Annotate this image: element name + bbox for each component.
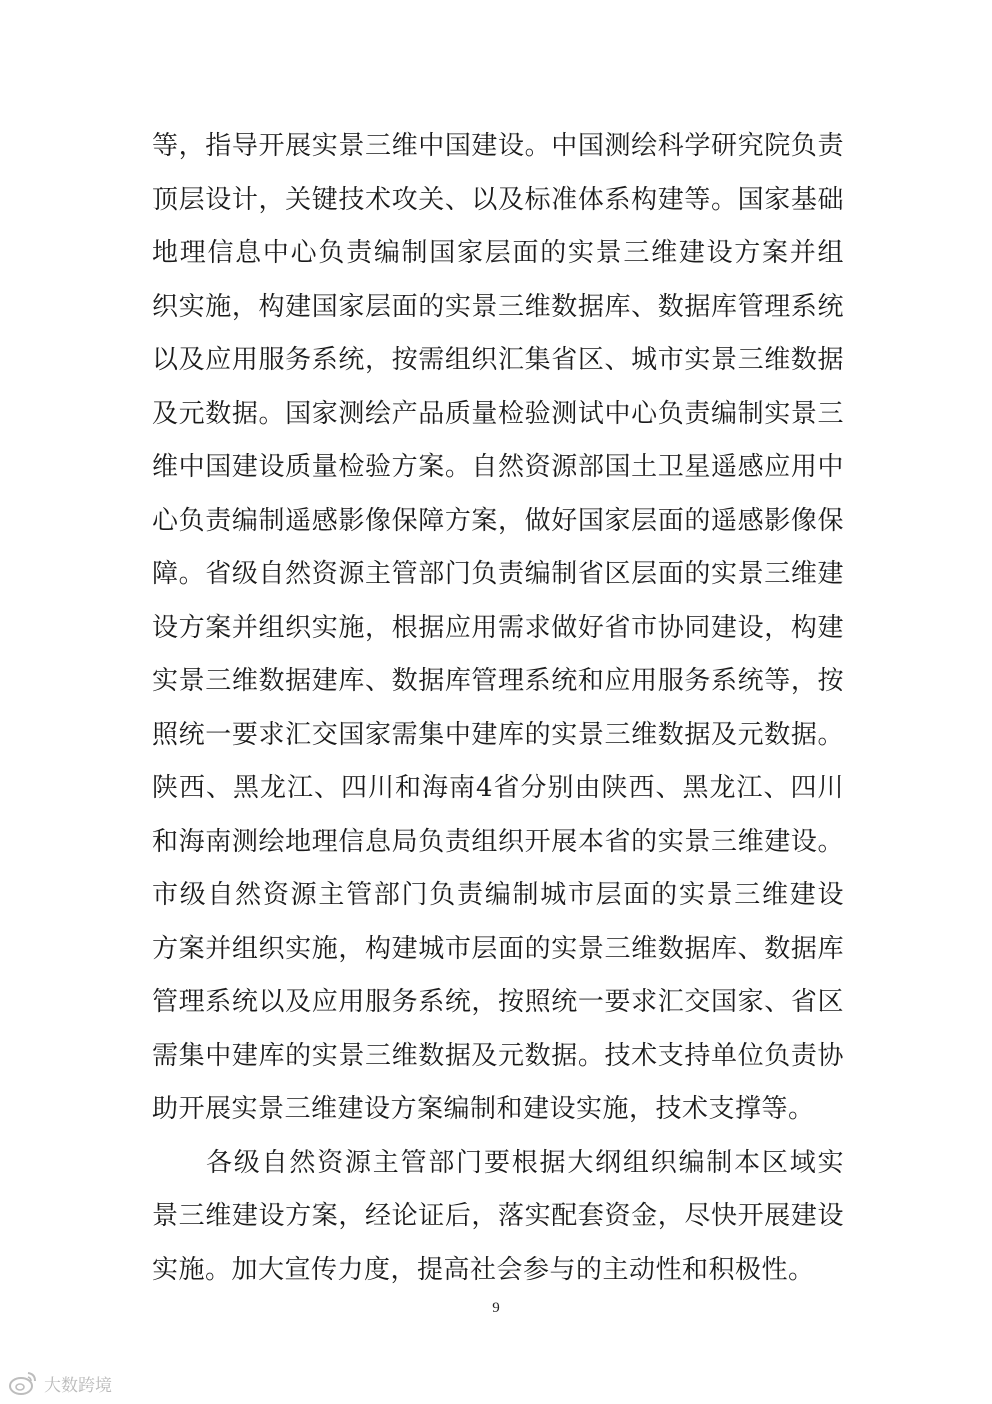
body-text bbox=[152, 120, 844, 1297]
text-line: 助开展实景三维建设方案编制和建设实施，技术支撑等。 bbox=[152, 1094, 815, 1124]
text-line: 设方案并组织实施，根据应用需求做好省市协同建设，构建 bbox=[152, 612, 844, 643]
text-line: 织实施，构建国家层面的实景三维数据库、数据库管理系统 bbox=[152, 291, 844, 322]
text-line: 维中国建设质量检验方案。自然资源部国土卫星遥感应用中 bbox=[152, 452, 844, 482]
text-line: 市级自然资源主管部门负责编制城市层面的实景三维建设 bbox=[152, 880, 844, 910]
text-line: 障。省级自然资源主管部门负责编制省区层面的实景三维建 bbox=[152, 559, 844, 589]
text-line: 实景三维数据建库、数据库管理系统和应用服务系统等，按 bbox=[152, 666, 844, 696]
text-line: 顶层设计，关键技术攻关、以及标准体系构建等。国家基础 bbox=[152, 184, 844, 215]
text-line: 地理信息中心负责编制国家层面的实景三维建设方案并组 bbox=[152, 238, 844, 268]
text-line: 以及应用服务系统，按需组织汇集省区、城市实景三维数据 bbox=[152, 345, 844, 375]
text-line: 陕西、黑龙江、四川和海南4省分别由陕西、黑龙江、四川 bbox=[152, 773, 844, 803]
text-line: 等，指导开展实景三维中国建设。中国测绘科学研究院负责 bbox=[152, 131, 844, 161]
text-line: 心负责编制遥感影像保障方案，做好国家层面的遥感影像保 bbox=[152, 505, 844, 536]
text-line: 需集中建库的实景三维数据及元数据。技术支持单位负责协 bbox=[152, 1040, 844, 1071]
watermark bbox=[8, 1368, 112, 1398]
watermark-text: 大数跨境 bbox=[44, 1375, 112, 1396]
text-line: 方案并组织实施，构建城市层面的实景三维数据库、数据库 bbox=[152, 933, 844, 964]
weibo-logo-icon bbox=[8, 1370, 38, 1396]
text-line: 景三维建设方案，经论证后，落实配套资金，尽快开展建设 bbox=[152, 1201, 844, 1231]
text-line: 照统一要求汇交国家需集中建库的实景三维数据及元数据。 bbox=[152, 719, 844, 750]
text-line: 及元数据。国家测绘产品质量检验测试中心负责编制实景三 bbox=[152, 398, 844, 429]
text-line: 实施。加大宣传力度，提高社会参与的主动性和积极性。 bbox=[152, 1254, 815, 1285]
text-line: 管理系统以及应用服务系统，按照统一要求汇交国家、省区 bbox=[152, 987, 844, 1017]
paragraph-first-line: 各级自然资源主管部门要根据大纲组织编制本区域实 bbox=[206, 1147, 844, 1178]
page-number: 9 bbox=[492, 1300, 500, 1316]
text-line: 和海南测绘地理信息局负责组织开展本省的实景三维建设。 bbox=[152, 826, 844, 857]
